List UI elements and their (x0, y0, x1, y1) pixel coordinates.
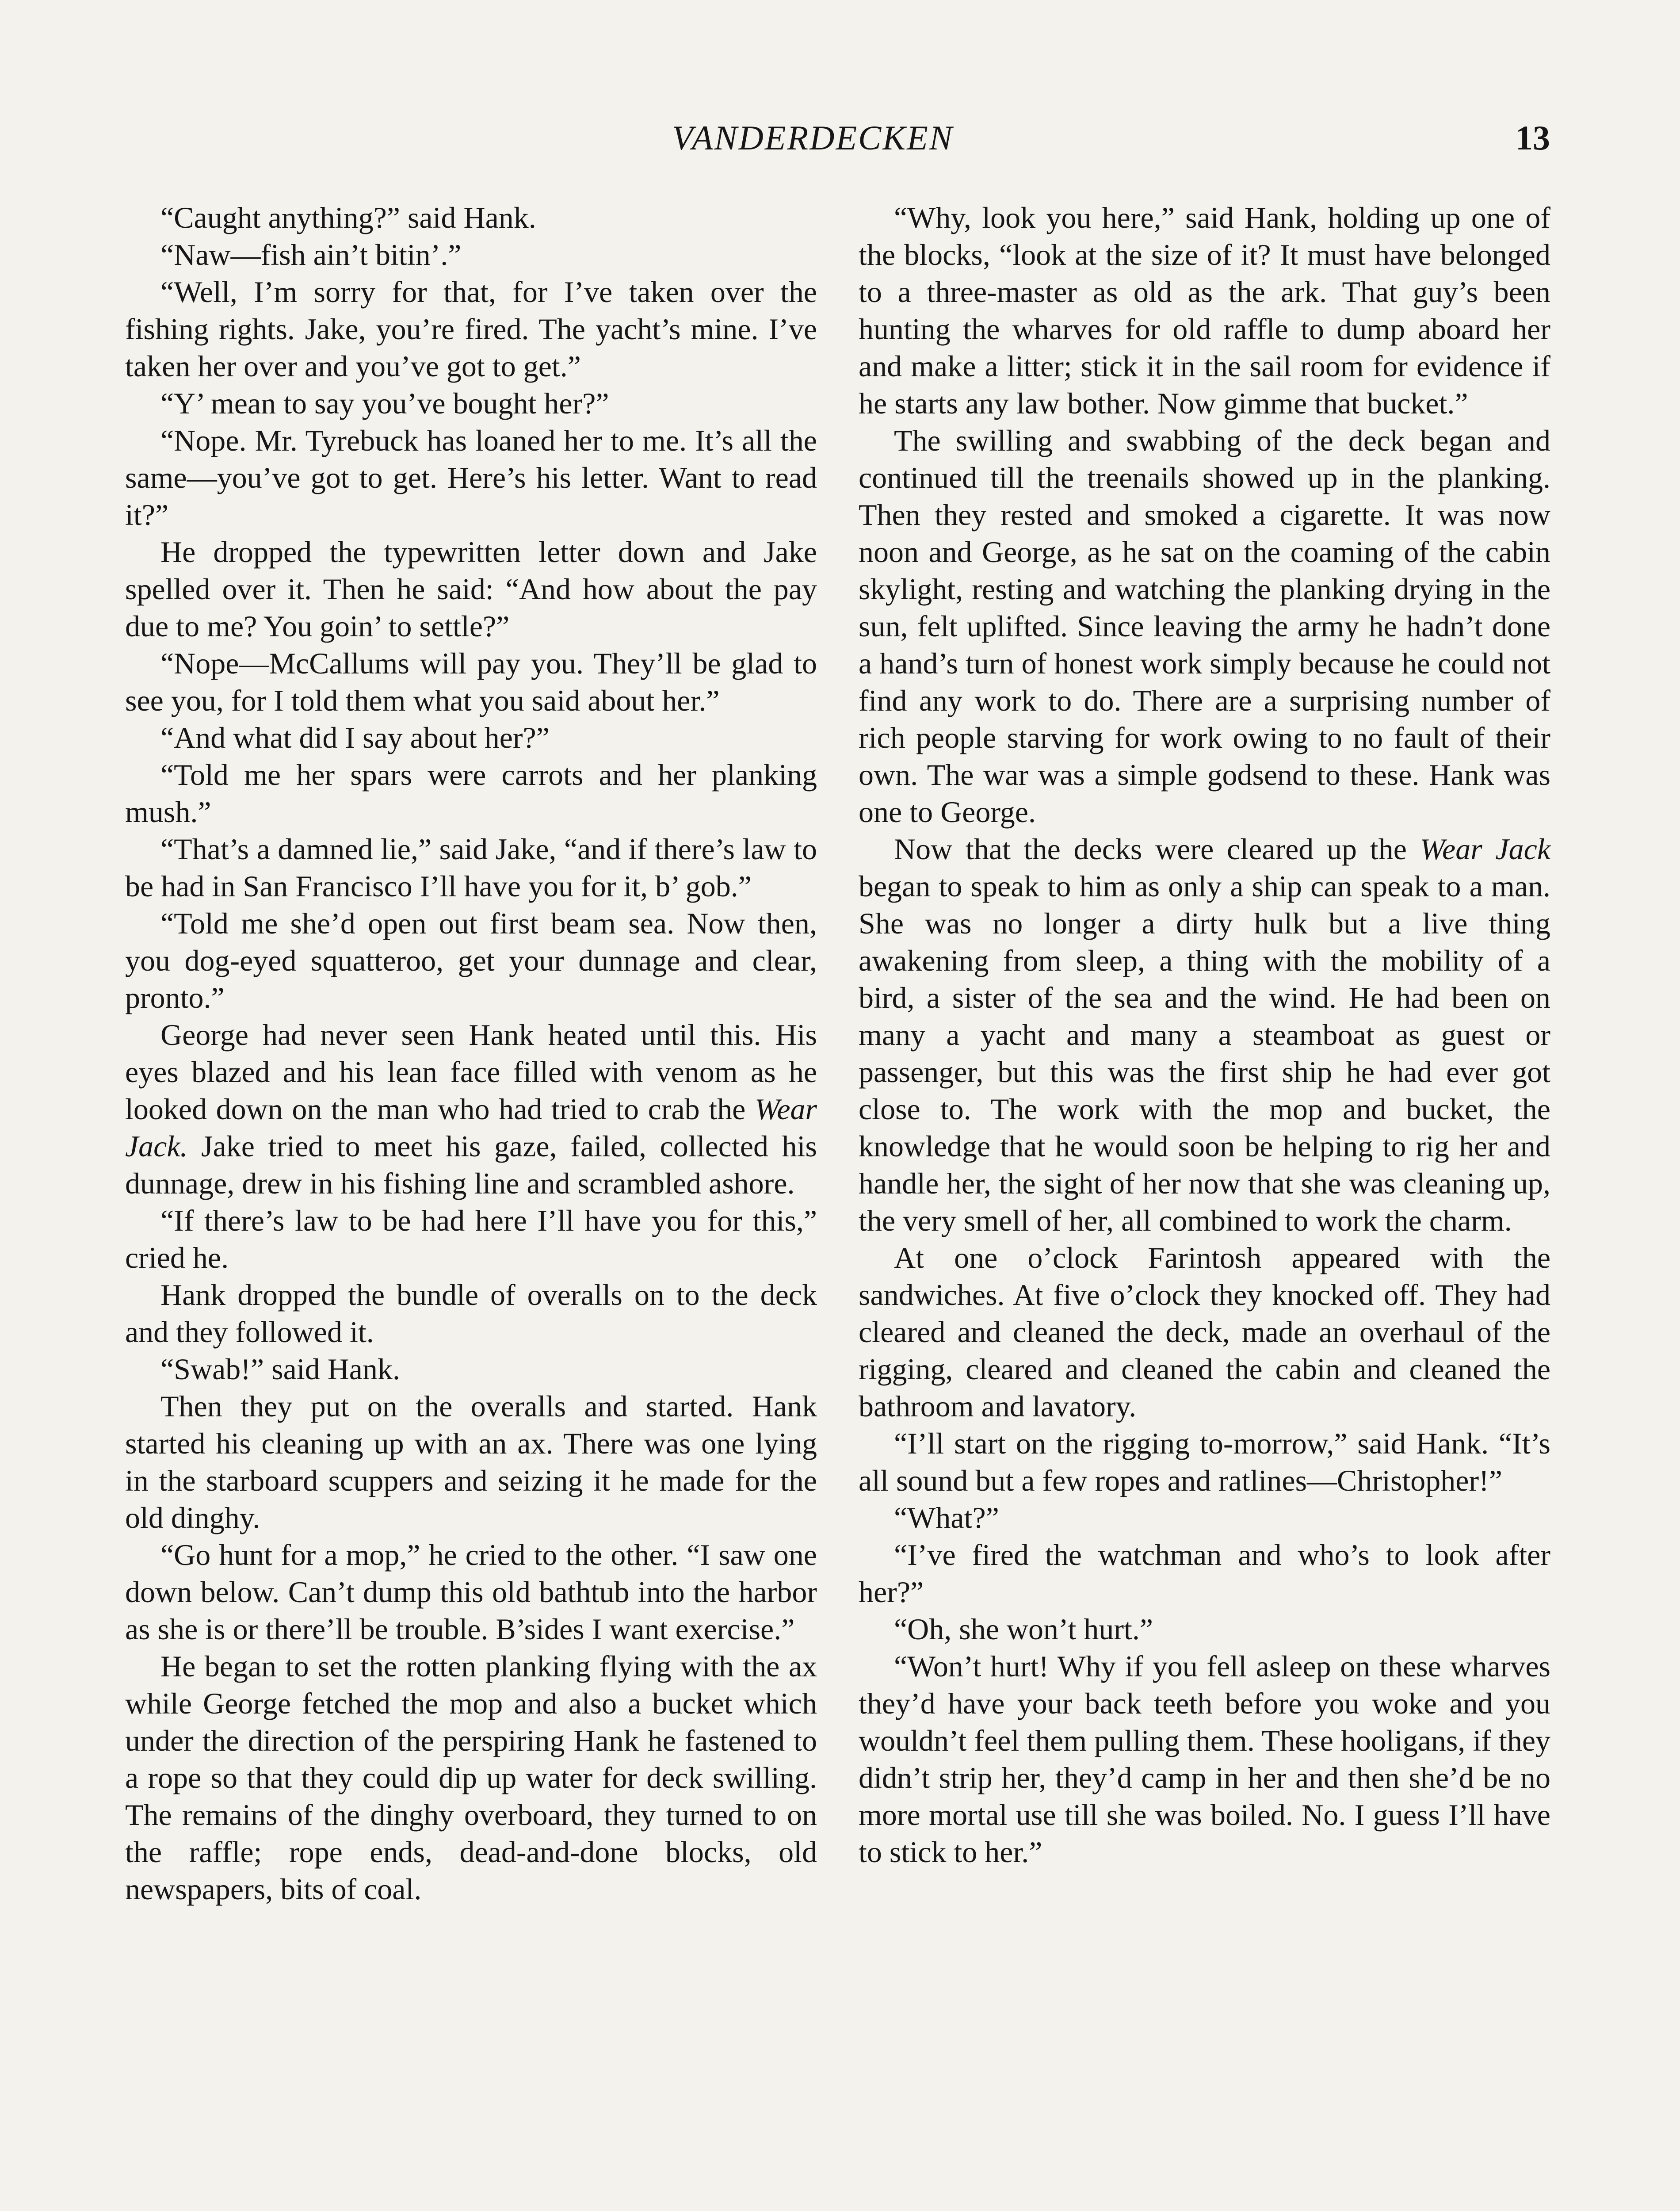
paragraph: “That’s a damned lie,” said Jake, “and if there’s law to be had in San Francisco I’ll have you for it, b’ gob.” (125, 832, 817, 903)
text-segment: Jake tried to meet his gaze, failed, collected his dunnage, drew in his fishing line and scrambled ashore. (125, 1129, 817, 1200)
paragraph: “Told me her spars were carrots and her planking mush.” (125, 758, 817, 829)
paragraph: “Won’t hurt! Why if you fell asleep on these wharves they’d have your back teeth before you woke and you wouldn’t feel them pulling them. These hooligans, if they didn’t strip her, they’d camp in her and then she’d be no more mortal use till she was boiled. No. I guess I’ll have to stick to her.” (859, 1649, 1550, 1869)
paragraph: Hank dropped the bundle of overalls on to the deck and they followed it. (125, 1278, 817, 1349)
paragraph: “I’ll start on the rigging to-morrow,” said Hank. “It’s all sound but a few ropes and ratlines—Christopher!” (859, 1427, 1550, 1497)
running-head (0, 116, 1680, 164)
paragraph: “If there’s law to be had here I’ll have you for this,” cried he. (125, 1204, 817, 1274)
paragraph: “Told me she’d open out first beam sea. Now then, you dog-eyed squatteroo, get your dunnage and clear, pronto.” (125, 907, 817, 1014)
paragraph: He began to set the rotten planking flying with the ax while George fetched the mop and also a bucket which under the direction of the perspiring Hank he fastened to a rope so that they could dip up water for deck swilling. The remains of the dinghy overboard, they turned to on the raffle; rope ends, dead-and-done blocks, old newspapers, bits of coal. (125, 1649, 817, 1906)
paragraph: The swilling and swabbing of the deck began and continued till the treenails showed up in the planking. Then they rested and smoked a cigarette. It was now noon and George, as he sat on the coaming of the cabin skylight, resting and watching the planking drying in the sun, felt uplifted. Since leaving the army he hadn’t done a hand’s turn of honest work simply because he could not find any work to do. There are a surprising number of rich people starving for work owing to no fault of their own. The war was a simple godsend to these. Hank was one to George. (859, 424, 1550, 829)
paragraph: He dropped the typewritten letter down and Jake spelled over it. Then he said: “And how about the pay due to me? You goin’ to settle?” (125, 535, 817, 643)
paragraph: “Nope. Mr. Tyrebuck has loaned her to me. It’s all the same—you’ve got to get. Here’s his letter. Want to read it?” (125, 424, 817, 532)
paragraph: “Go hunt for a mop,” he cried to the other. “I saw one down below. Can’t dump this old bathtub into the harbor as she is or there’ll be trouble. B’sides I want exercise.” (125, 1538, 817, 1646)
text-segment: Now that the decks were cleared up the (894, 832, 1420, 866)
right-column (859, 199, 1550, 1871)
paragraph: “I’ve fired the watchman and who’s to look after her?” (859, 1538, 1550, 1609)
left-column (125, 199, 817, 1908)
paragraph: “Y’ mean to say you’ve bought her?” (160, 386, 609, 420)
text-segment: George had never seen Hank heated until this. His eyes blazed and his lean face filled with venom as he looked down on the man who had tried to crab the (125, 1018, 817, 1126)
ship-name: Wear Jack. (125, 1092, 817, 1163)
paragraph: Then they put on the overalls and started. Hank started his cleaning up with an ax. There was one lying in the starboard scuppers and seizing it he made for the old dinghy. (125, 1389, 817, 1534)
paragraph-with-ship-name (125, 1016, 817, 1202)
paragraph: “What?” (894, 1501, 999, 1534)
page-number: 13 (1516, 119, 1550, 157)
paragraph: “And what did I say about her?” (160, 721, 550, 754)
ship-name: Wear Jack (1420, 832, 1550, 866)
paragraph: At one o’clock Farintosh appeared with the sandwiches. At five o’clock they knocked off. They had cleared and cleaned the deck, made an overhaul of the rigging, cleared and cleaned the cabin and cleaned the bathroom and lavatory. (859, 1241, 1550, 1423)
text-segment: began to speak to him as only a ship can speak to a man. She was no longer a dirty hulk but a live thing awakening from sleep, a thing with the mobility of a bird, a sister of the sea and the wind. He had been on many a yacht and many a steamboat as guest or passenger, but this was the first ship he had ever got close to. The work with the mop and bucket, the knowledge that he would soon be helping to rig her and handle her, the sight of her now that she was cleaning up, the very smell of her, all combined to work the charm. (859, 869, 1550, 1237)
paragraph: “Well, I’m sorry for that, for I’ve taken over the fishing rights. Jake, you’re fired. The yacht’s mine. I’ve taken her over and you’ve got to get.” (125, 275, 817, 383)
running-title: VANDERDECKEN (672, 119, 954, 157)
paragraph: “Nope—McCallums will pay you. They’ll be glad to see you, for I told them what you said about her.” (125, 646, 817, 717)
paragraph-with-ship-name (859, 830, 1550, 1239)
paragraph: “Swab!” said Hank. (160, 1352, 400, 1386)
paragraph: “Caught anything?” said Hank. (160, 201, 536, 234)
paragraph: “Oh, she won’t hurt.” (894, 1612, 1153, 1646)
paragraph: “Naw—fish ain’t bitin’.” (160, 238, 462, 272)
paragraph: “Why, look you here,” said Hank, holding up one of the blocks, “look at the size of it? It must have belonged to a three-master as old as the ark. That guy’s been hunting the wharves for old raffle to dump aboard her and make a litter; stick it in the sail room for evidence if he starts any law bother. Now gimme that bucket.” (859, 201, 1550, 420)
